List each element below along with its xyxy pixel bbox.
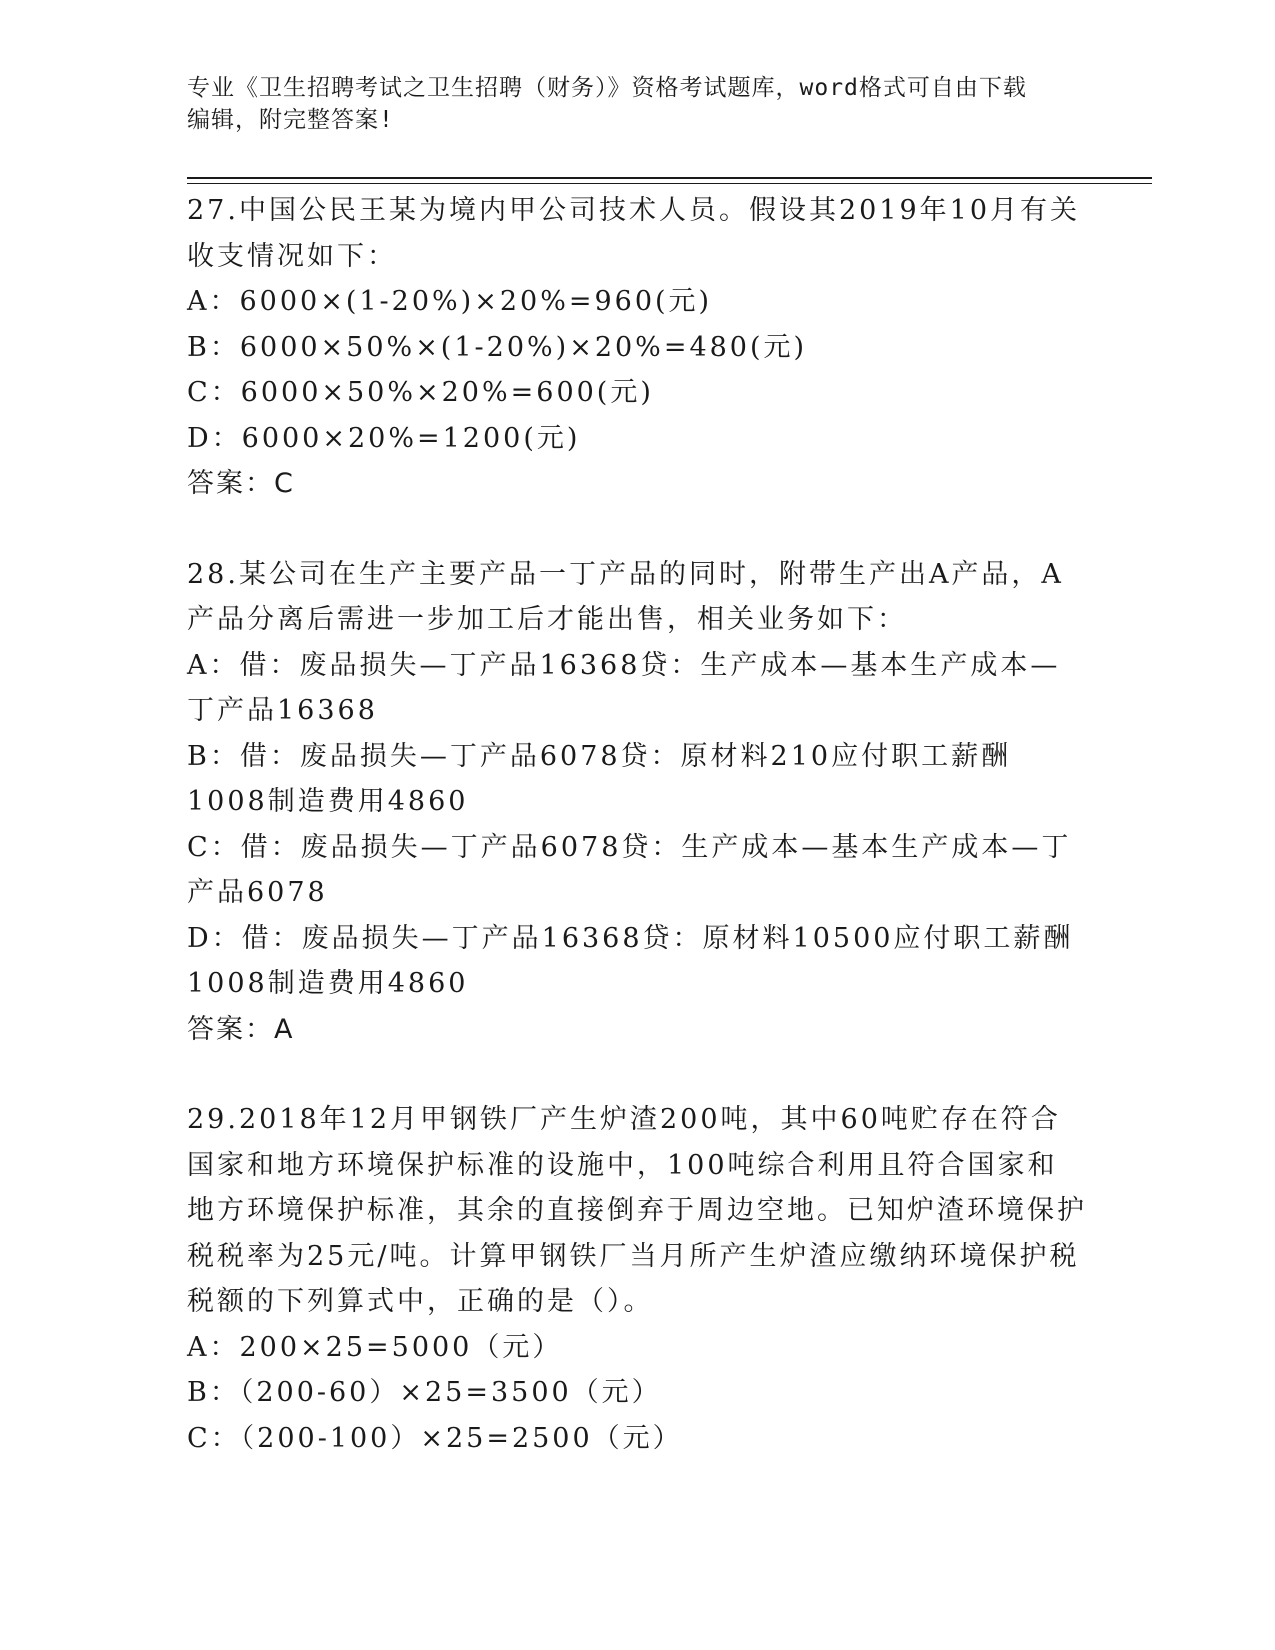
answer-line: 答案：C	[187, 468, 295, 499]
option-b: B：（200-60）×25=3500（元）	[187, 1377, 662, 1408]
option-d: D：借：废品损失—丁产品16368贷：原材料10500应付职工薪酬1008制造费用4860	[187, 922, 1074, 999]
question-27	[187, 188, 1087, 507]
option-b: B：6000×50%×(1-20%)×20%=480(元)	[187, 331, 808, 363]
question-spacer	[187, 507, 1087, 552]
question-stem: 27.中国公民王某为境内甲公司技术人员。假设其2019年10月有关收支情况如下：	[187, 195, 1081, 272]
option-c: C：（200-100）×25=2500（元）	[187, 1422, 683, 1454]
question-stem: 29.2018年12月甲钢铁厂产生炉渣200吨，其中60吨贮存在符合国家和地方环境保护标准的设施中，100吨综合利用且符合国家和地方环境保护标准，其余的直接倒弃于周边空地。已知炉渣环境保护税税率为25元/吨。计算甲钢铁厂当月所产生炉渣应缴纳环境保护税税额的下列算式中，正确的是（）。	[187, 1104, 1087, 1317]
option-d: D：6000×20%=1200(元)	[187, 422, 581, 454]
question-stem: 28.某公司在生产主要产品一丁产品的同时，附带生产出A产品，A产品分离后需进一步加工后才能出售，相关业务如下：	[187, 558, 1064, 635]
option-b: B：借：废品损失—丁产品6078贷：原材料210应付职工薪酬1008制造费用4860	[187, 740, 1012, 817]
answer-line: 答案：A	[187, 1013, 295, 1045]
option-a: A：200×25=5000（元）	[187, 1331, 563, 1363]
question-spacer	[187, 1052, 1087, 1097]
option-c: C：6000×50%×20%=600(元)	[187, 377, 654, 408]
header-divider-thin	[187, 183, 1152, 184]
option-c: C：借：废品损失—丁产品6078贷：生产成本—基本生产成本—丁产品6078	[187, 831, 1072, 908]
header-line-2: 编辑，附完整答案!	[187, 107, 394, 133]
question-list	[187, 188, 1087, 1461]
option-a: A：借：废品损失—丁产品16368贷：生产成本—基本生产成本—丁产品16368	[187, 649, 1061, 726]
question-28	[187, 552, 1087, 1053]
option-a: A：6000×(1-20%)×20%=960(元)	[187, 286, 713, 317]
question-29	[187, 1097, 1087, 1461]
header-divider-thick	[187, 177, 1152, 179]
header-line-1: 专业《卫生招聘考试之卫生招聘（财务）》资格考试题库，word格式可自由下载	[187, 75, 1027, 101]
document-header	[187, 72, 1087, 136]
